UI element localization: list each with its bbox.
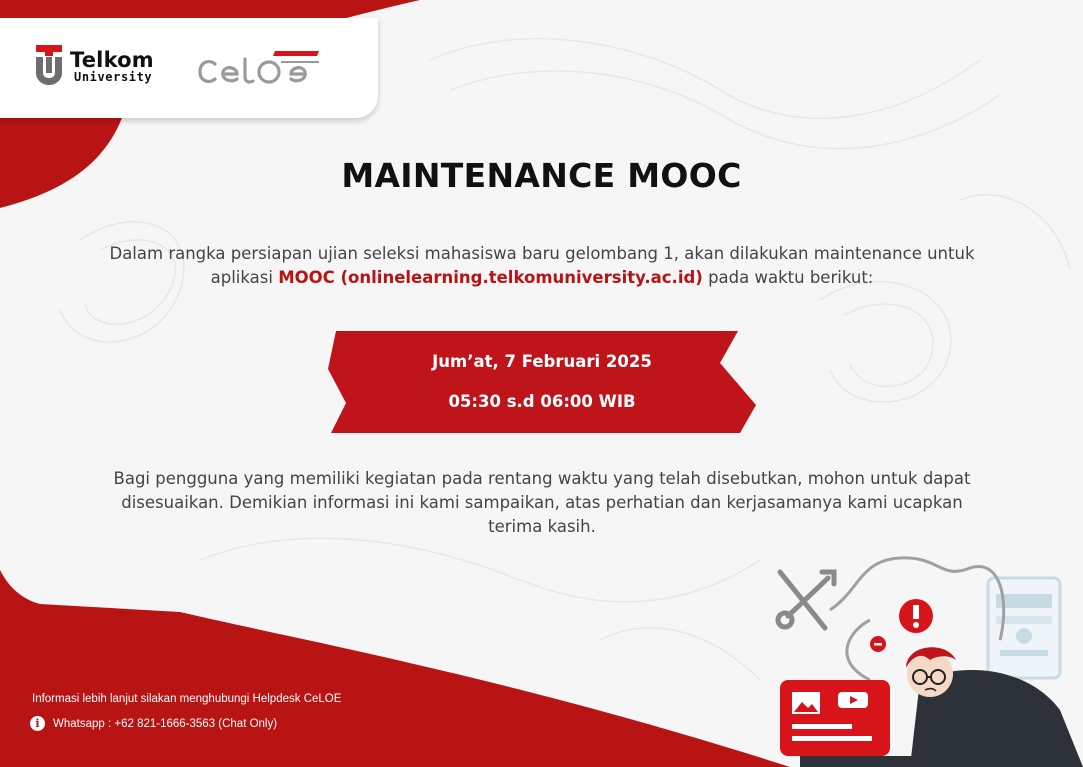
wrench-screwdriver-icon (778, 572, 834, 628)
mooc-link[interactable]: MOOC (onlinelearning.telkomuniversity.ac.id) (278, 268, 703, 287)
info-icon: i (30, 716, 45, 731)
intro-paragraph (92, 242, 992, 290)
contact-row (30, 716, 277, 731)
telkom-university-logo-icon (34, 45, 64, 85)
brand-name: Telkom (70, 48, 154, 72)
schedule-date: Jum’at, 7 Februari 2025 (432, 352, 652, 371)
maintenance-illustration (770, 550, 1083, 767)
page-title: MAINTENANCE MOOC (341, 156, 742, 195)
celoe-logo (197, 47, 323, 87)
helpdesk-info: Informasi lebih lanjut silakan menghubungi Helpdesk CeLOE (32, 693, 342, 705)
whatsapp-contact: Whatsapp : +62 821-1666-3563 (Chat Only) (53, 717, 278, 730)
intro-text-start: Dalam rangka persiapan ujian seleksi mahasiswa baru gelombang 1, akan dilakukan maintenance untuk aplikasi (109, 244, 975, 287)
schedule-time: 05:30 s.d 06:00 WIB (448, 392, 636, 411)
browser-window-icon (988, 578, 1060, 678)
schedule-ribbon (328, 331, 756, 433)
closing-paragraph: Bagi pengguna yang memiliki kegiatan pada rentang waktu yang telah disebutkan, mohon untuk dapat disesuaikan. Demikian informasi ini kami sampaikan, atas perhatian dan kerjasamanya kami ucapkan terima kasih. (113, 469, 971, 536)
warning-icon (870, 599, 933, 652)
brand-subtitle: University (74, 70, 153, 84)
intro-text-end: pada waktu berikut: (702, 268, 874, 287)
